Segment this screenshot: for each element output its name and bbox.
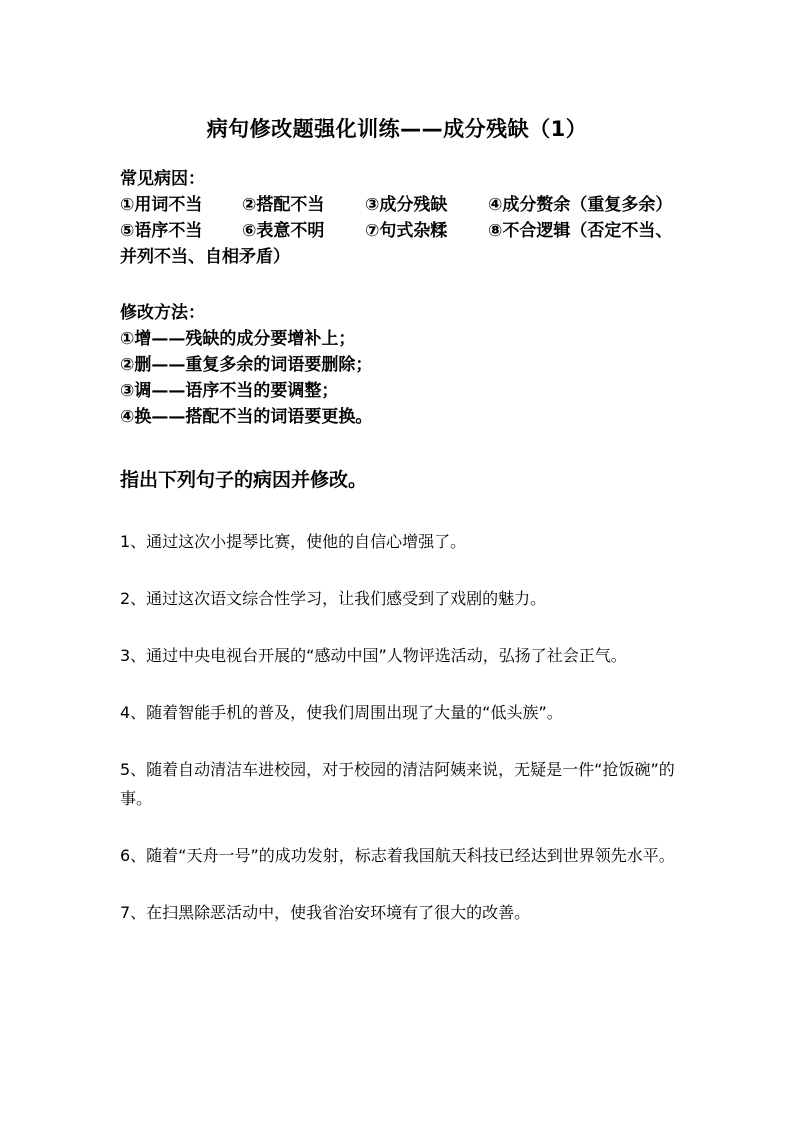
question-1: 1、通过这次小提琴比赛，使他的自信心增强了。 (120, 532, 467, 551)
causes-heading: 常见病因： (120, 169, 205, 189)
question-2: 2、通过这次语文综合性学习，让我们感受到了戏剧的魅力。 (120, 589, 547, 608)
question-6: 6、随着“天舟一号”的成功发射，标志着我国航天科技已经达到世界领先水平。 (120, 846, 675, 865)
cause-item: ④成分赘余（重复多余） (488, 195, 673, 215)
causes-section (120, 166, 700, 270)
causes-row-1 (120, 192, 700, 218)
question-5: 5、随着自动清洁车进校园，对于校园的清洁阿姨来说，无疑是一件“抢饭碗”的事。 (120, 760, 675, 808)
page-title: 病句修改题强化训练——成分残缺（1） (206, 117, 588, 141)
method-item: ③调——语序不当的要调整； (120, 381, 339, 401)
question-list (120, 527, 680, 927)
question-4: 4、随着智能手机的普及，使我们周围出现了大量的“低头族”。 (120, 703, 563, 722)
method-item: ④换——搭配不当的词语要更换。 (120, 407, 373, 427)
method-item: ①增——残缺的成分要增补上； (120, 329, 356, 349)
exercise-instruction: 指出下列句子的病因并修改。 (120, 469, 368, 491)
methods-section (120, 300, 700, 430)
cause-item: ③成分残缺 (365, 195, 448, 215)
methods-heading: 修改方法： (120, 303, 205, 323)
causes-row-3: 并列不当、自相矛盾） (120, 247, 290, 267)
causes-row-2 (120, 218, 700, 244)
cause-item: ⑧不合逻辑（否定不当、 (488, 221, 673, 241)
cause-item: ②搭配不当 (242, 195, 325, 215)
cause-item: ⑥表意不明 (242, 221, 325, 241)
question-3: 3、通过中央电视台开展的“感动中国”人物评选活动，弘扬了社会正气。 (120, 646, 627, 665)
cause-item: ⑤语序不当 (120, 221, 203, 241)
cause-item: ①用词不当 (120, 195, 203, 215)
question-7: 7、在扫黑除恶活动中，使我省治安环境有了很大的改善。 (120, 903, 531, 922)
method-item: ②删——重复多余的词语要删除； (120, 355, 373, 375)
cause-item: ⑦句式杂糅 (365, 221, 448, 241)
